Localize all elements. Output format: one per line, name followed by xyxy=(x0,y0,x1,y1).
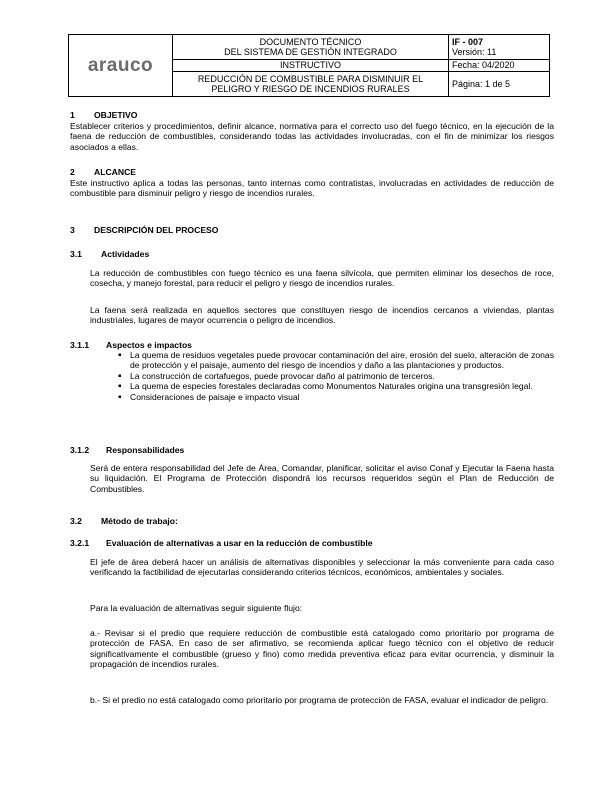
section-3-2-1-title: Evaluación de alternativas a usar en la reducción de combustible xyxy=(106,538,373,548)
section-1-number: 1 xyxy=(70,110,75,120)
section-3-1-number: 3.1 xyxy=(70,249,82,259)
section-3-2-1-paragraph-4: b.- Si el predio no está catalogado como prioritario por programa de protección de FASA, evaluar el indicador de peligro. xyxy=(90,695,549,705)
section-3-1-1-number: 3.1.1 xyxy=(70,340,90,350)
section-3-2-number: 3.2 xyxy=(70,516,82,526)
doc-version: Versión: 11 xyxy=(452,46,497,57)
doc-title-line2: DEL SISTEMA DE GESTIÓN INTEGRADO xyxy=(224,46,397,57)
logo-cell xyxy=(69,35,173,97)
impact-item: ▪ Consideraciones de paisaje e impacto visual xyxy=(118,392,554,402)
section-2-title: ALCANCE xyxy=(94,167,137,177)
section-1-text: Establecer criterios y procedimientos, definir alcance, normativa para el correcto uso del fuego técnico, en la ejecución de la faena de reducción de combustibles, considerando todas las actividades involucradas, con el fin de minimizar los riesgos asociados a ellas. xyxy=(70,121,554,152)
section-3-2-1-paragraph-3: a.- Revisar si el predio que requiere reducción de combustible está catalogado como prioritario por programa de protección de FASA. En caso de ser afirmativo, se recomienda aplicar fuego técnico con el objetivo de reducir significativamente el combustible (grueso y fino) como medida preventiva eficaz para evitar ocurrencia, y disminuir la propagación de incendios rurales. xyxy=(90,628,554,670)
section-3-1-2-title: Responsabilidades xyxy=(106,445,185,455)
document-header xyxy=(68,34,550,97)
section-3-2-1-paragraph-1: El jefe de área deberá hacer un análisis de alternativas disponibles y seleccionar la más conveniente para cada caso verificando la factibilidad de ejecutarlas considerando criterios técnicos, económicos, ambientales y sociales. xyxy=(90,557,554,578)
doc-type: INSTRUCTIVO xyxy=(173,59,449,72)
doc-title-line1: DOCUMENTO TÉCNICO xyxy=(259,36,362,47)
impacts-list xyxy=(118,350,554,402)
doc-subject-line1: REDUCCIÓN DE COMBUSTIBLE PARA DISMINUIR EL xyxy=(197,74,424,85)
doc-subject-line2: PELIGRO Y RIESGO DE INCENDIOS RURALES xyxy=(211,84,410,95)
doc-subject-cell xyxy=(173,72,449,97)
section-2-number: 2 xyxy=(70,167,75,177)
section-3-1-2-number: 3.1.2 xyxy=(70,445,90,455)
section-3-2-title: Método de trabajo: xyxy=(101,516,178,526)
doc-date: Fecha: 04/2020 xyxy=(449,59,550,72)
section-2-text: Este instructivo aplica a todas las personas, tanto internas como contratistas, involucradas en actividades de reducción de combustible para disminuir peligro y riesgo de incendios rurales. xyxy=(70,178,554,199)
section-3-2-1-number: 3.2.1 xyxy=(70,538,90,548)
section-3-1-1-title: Aspectos e impactos xyxy=(106,340,192,350)
doc-title-cell xyxy=(173,35,449,60)
section-1-title: OBJETIVO xyxy=(94,110,138,120)
section-3-1-paragraph-2: La faena será realizada en aquellos sectores que constituyen riesgo de incendios cercanos a viviendas, plantas industriales, lugares de mayor ocurrencia o peligro de incendios. xyxy=(90,305,554,326)
section-3-1-paragraph-1: La reducción de combustibles con fuego técnico es una faena silvícola, que permiten eliminar los desechos de roce, cosecha, y manejo forestal, para reducir el peligro y riesgo de incendios rurales. xyxy=(90,268,554,289)
impact-item: ▪ La construcción de cortafuegos, puede provocar daño al patrimonio de terceros. xyxy=(118,371,554,381)
section-3-number: 3 xyxy=(70,225,75,235)
doc-code-cell xyxy=(449,35,550,60)
doc-page: Página: 1 de 5 xyxy=(449,72,550,97)
arauco-logo: arauco xyxy=(87,54,154,76)
section-3-title: DESCRIPCIÓN DEL PROCESO xyxy=(94,225,219,235)
section-3-2-1-paragraph-2: Para la evaluación de alternativas seguir siguiente flujo: xyxy=(90,603,303,613)
section-3-1-2-text: Será de entera responsabilidad del Jefe de Área, Comandar, planificar, solicitar el aviso Conaf y Ejecutar la Faena hasta su liquidación. El Programa de Protección dispondrá los recursos requeridos según el Plan de Reducción de Combustibles. xyxy=(90,463,554,494)
impact-item: ▪ La quema de residuos vegetales puede provocar contaminación del aire, erosión del suelo, alteración de zonas de protección y el paisaje, aumento del riesgo de incendios y daño a las plantaciones y productos. xyxy=(118,350,554,371)
impact-item: ▪ La quema de especies forestales declaradas como Monumentos Naturales origina una transgresión legal. xyxy=(118,381,554,391)
doc-code: IF - 007 xyxy=(452,36,484,47)
section-3-1-title: Actividades xyxy=(101,249,150,259)
